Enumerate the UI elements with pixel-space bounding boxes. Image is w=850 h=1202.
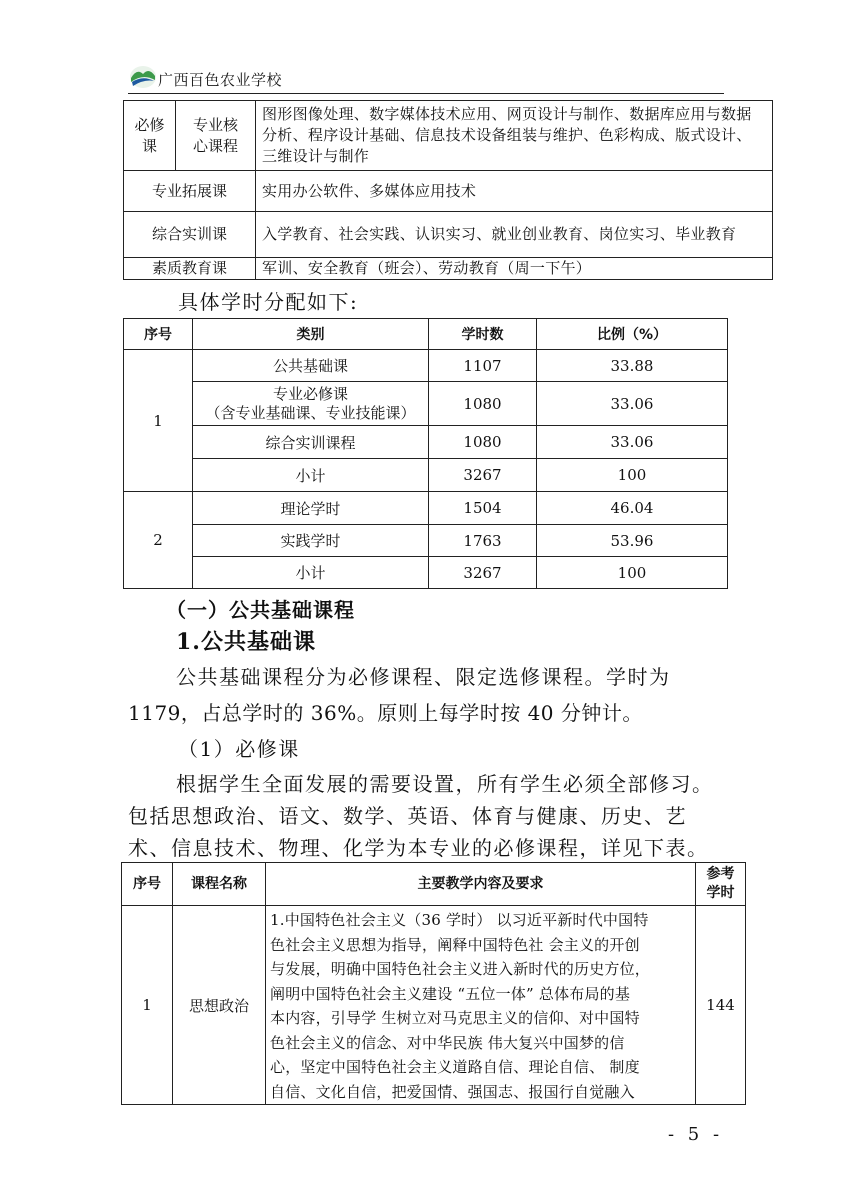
table-header-row	[124, 319, 728, 350]
ratio-cell: 33.06	[537, 382, 728, 426]
column-header: 主要教学内容及要求	[266, 863, 696, 906]
column-header: 序号	[122, 863, 173, 906]
ratio-cell: 100	[537, 557, 728, 589]
category-note: （含专业基础课、专业技能课）	[205, 403, 416, 422]
required-course-table	[121, 862, 746, 1105]
content-line: 本内容，引导学 生树立对马克思主义的信仰、对中国特	[270, 1009, 640, 1027]
hours-cell: 3267	[429, 557, 537, 589]
page-header	[128, 60, 724, 94]
category-cell: 综合实训课	[124, 212, 256, 258]
hours-cell: 1080	[429, 382, 537, 426]
table-row	[122, 906, 746, 1105]
category-cell: 实践学时	[193, 525, 429, 557]
subsection-heading: 1.公共基础课	[176, 629, 316, 655]
column-header: 比例（%）	[537, 319, 728, 350]
table-row	[124, 350, 728, 382]
content-line: 1.中国特色社会主义（36 学时） 以习近平新时代中国特	[270, 911, 649, 929]
table-row	[124, 382, 728, 426]
paragraph-line: 术、信息技术、物理、化学为本专业的必修课程，详见下表。	[128, 836, 709, 860]
category-cell: 素质教育课	[124, 258, 256, 280]
paragraph-line: 包括思想政治、语文、数学、英语、体育与健康、历史、艺	[128, 804, 687, 828]
ratio-cell: 33.88	[537, 350, 728, 382]
table-row	[124, 171, 773, 212]
content-line: 色社会主义的信念、对中华民族 伟大复兴中国梦的信	[270, 1033, 625, 1052]
category-cell: 小计	[193, 459, 429, 492]
hours-allocation-table	[123, 318, 728, 589]
sub-heading: （1）必修课	[178, 737, 300, 761]
content-line: 与发展，明确中国特色社会主义进入新时代的历史方位，	[270, 960, 651, 978]
page-number: - 5 -	[668, 1124, 724, 1145]
content-line: 心，坚定中国特色社会主义道路自信、理论自信、 制度	[270, 1058, 640, 1076]
hours-cell: 1504	[429, 492, 537, 525]
content-line: 自信、文化自信，把爱国情、强国志、报国行自觉融入	[270, 1082, 635, 1101]
hours-cell: 1763	[429, 525, 537, 557]
course-category-table	[123, 100, 773, 280]
paragraph-line: 根据学生全面发展的需要设置，所有学生必须全部修习。	[176, 772, 714, 796]
hours-cell: 1080	[429, 426, 537, 459]
ratio-cell: 33.06	[537, 426, 728, 459]
group-number-cell: 1	[124, 350, 193, 492]
course-list-cell: 军训、安全教育（班会）、劳动教育（周一下午）	[256, 258, 773, 280]
course-name-cell: 思想政治	[173, 906, 266, 1105]
paragraph-line: 1179，占总学时的 36%。原则上每学时按 40 分钟计。	[128, 701, 643, 725]
school-logo-icon	[128, 62, 158, 90]
category-cell: 必修课	[124, 101, 176, 171]
section-heading: （一）公共基础课程	[166, 598, 355, 622]
table-row	[124, 426, 728, 459]
ratio-cell: 53.96	[537, 525, 728, 557]
course-list-cell: 入学教育、社会实践、认识实习、就业创业教育、岗位实习、毕业教育	[256, 212, 773, 258]
table-row	[124, 557, 728, 589]
table-row	[124, 525, 728, 557]
course-list-cell: 实用办公软件、多媒体应用技术	[256, 171, 773, 212]
course-number-cell: 1	[122, 906, 173, 1105]
category-cell: 小计	[193, 557, 429, 589]
column-header: 类别	[193, 319, 429, 350]
table-row	[124, 459, 728, 492]
content-line: 色社会主义思想为指导，阐释中国特色社 会主义的开创	[270, 935, 640, 954]
course-content-cell	[266, 906, 696, 1105]
hours-cell: 1107	[429, 350, 537, 382]
content-line: 阐明中国特色社会主义建设 “五位一体” 总体布局的基	[270, 984, 631, 1003]
ratio-cell: 100	[537, 459, 728, 492]
table-header-row	[122, 863, 746, 906]
subcategory-cell: 专业核心课程	[176, 101, 256, 171]
table-row	[124, 101, 773, 171]
course-list-cell: 图形图像处理、数字媒体技术应用、网页设计与制作、数据库应用与数据分析、程序设计基础、信息技术设备组装与维护、色彩构成、版式设计、三维设计与制作	[256, 101, 773, 171]
column-header: 序号	[124, 319, 193, 350]
table-row	[124, 212, 773, 258]
column-header: 课程名称	[173, 863, 266, 906]
category-cell: 综合实训课程	[193, 426, 429, 459]
category-cell: 理论学时	[193, 492, 429, 525]
column-header	[696, 863, 746, 906]
header-line: 参考	[706, 866, 735, 882]
table-row	[124, 492, 728, 525]
group-number-cell: 2	[124, 492, 193, 589]
table-row	[124, 258, 773, 280]
course-hours-cell: 144	[696, 906, 746, 1105]
category-cell	[193, 382, 429, 426]
ratio-cell: 46.04	[537, 492, 728, 525]
category-cell: 公共基础课	[193, 350, 429, 382]
hours-intro-text: 具体学时分配如下:	[178, 290, 359, 314]
column-header: 学时数	[429, 319, 537, 350]
category-cell: 专业拓展课	[124, 171, 256, 212]
paragraph-line: 公共基础课程分为必修课程、限定选修课程。学时为	[176, 665, 671, 689]
category-line: 专业必修课	[272, 384, 348, 403]
school-name: 广西百色农业学校	[158, 71, 283, 89]
header-line: 学时	[706, 885, 735, 901]
hours-cell: 3267	[429, 459, 537, 492]
